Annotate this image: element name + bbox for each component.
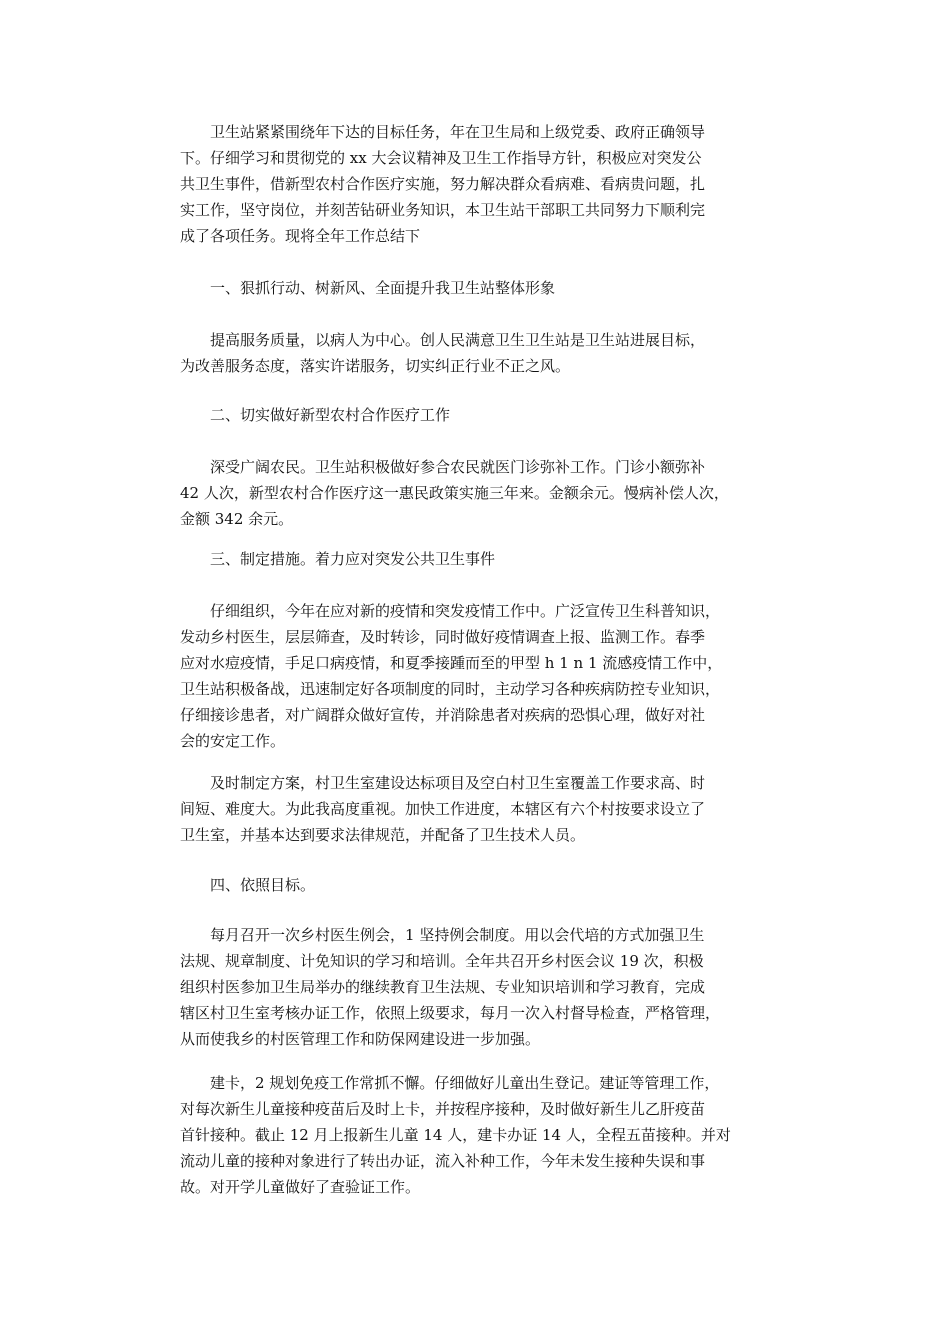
text-line: 组织村医参加卫生局举办的继续教育卫生法规、专业知识培训和学习教育，完成 bbox=[180, 978, 706, 996]
heading-text: 三、制定措施。着力应对突发公共卫生事件 bbox=[210, 550, 496, 568]
paragraph-immunization bbox=[180, 1070, 780, 1200]
paragraph-clinic-construction bbox=[180, 770, 780, 848]
paragraph-epidemic bbox=[180, 598, 780, 754]
text-line: 发动乡村医生，层层筛查，及时转诊，同时做好疫情调查上报、监测工作。春季 bbox=[180, 628, 706, 646]
text-line: 下。仔细学习和贯彻党的 xx 大会议精神及卫生工作指导方针，积极应对突发公 bbox=[180, 149, 702, 167]
paragraph-service bbox=[180, 327, 780, 379]
text-line: 卫生站积极备战，迅速制定好各项制度的同时，主动学习各种疾病防控专业知识， bbox=[180, 680, 721, 698]
text-line: 间短、难度大。为此我高度重视。加快工作进度，本辖区有六个村按要求设立了 bbox=[180, 800, 706, 818]
text-line: 仔细组织，今年在应对新的疫情和突发疫情工作中。广泛宣传卫生科普知识， bbox=[210, 602, 721, 620]
text-line: 辖区村卫生室考核办证工作，依照上级要求，每月一次入村督导检查，严格管理， bbox=[180, 1004, 721, 1022]
text-line: 卫生室，并基本达到要求法律规范，并配备了卫生技术人员。 bbox=[180, 826, 586, 844]
text-line: 每月召开一次乡村医生例会，1 坚持例会制度。用以会代培的方式加强卫生 bbox=[210, 926, 705, 944]
paragraph-intro bbox=[180, 119, 780, 249]
text-line: 提高服务质量，以病人为中心。创人民满意卫生卫生站是卫生站进展目标， bbox=[210, 331, 706, 349]
text-line: 42 人次，新型农村合作医疗这一惠民政策实施三年来。金额余元。慢病补偿人次， bbox=[180, 484, 729, 502]
text-line: 共卫生事件，借新型农村合作医疗实施，努力解决群众看病难、看病贵问题，扎 bbox=[180, 175, 706, 193]
text-line: 实工作，坚守岗位，并刻苦钻研业务知识，本卫生站干部职工共同努力下顺利完 bbox=[180, 201, 706, 219]
text-line: 为改善服务态度，落实许诺服务，切实纠正行业不正之风。 bbox=[180, 357, 571, 375]
text-line: 从而使我乡的村医管理工作和防保网建设进一步加强。 bbox=[180, 1030, 541, 1048]
text-line: 流动儿童的接种对象进行了转出办证，流入补种工作，今年未发生接种失误和事 bbox=[180, 1152, 706, 1170]
heading-text: 二、切实做好新型农村合作医疗工作 bbox=[210, 406, 451, 424]
text-line: 及时制定方案，村卫生室建设达标项目及空白村卫生室覆盖工作要求高、时 bbox=[210, 774, 706, 792]
text-line: 法规、规章制度、计免知识的学习和培训。全年共召开乡村医会议 19 次，积极 bbox=[180, 952, 704, 970]
text-line: 深受广阔农民。卫生站积极做好参合农民就医门诊弥补工作。门诊小额弥补 bbox=[210, 458, 706, 476]
text-line: 卫生站紧紧围绕年下达的目标任务，年在卫生局和上级党委、政府正确领导 bbox=[210, 123, 706, 141]
text-line: 首针接种。截止 12 月上报新生儿童 14 人，建卡办证 14 人，全程五苗接种。并对 bbox=[180, 1126, 731, 1144]
text-line: 成了各项任务。现将全年工作总结下 bbox=[180, 227, 421, 245]
paragraph-cooperative-medical bbox=[180, 454, 780, 532]
section-heading-4 bbox=[180, 872, 780, 898]
text-line: 应对水痘疫情，手足口病疫情，和夏季接踵而至的甲型 h 1 n 1 流感疫情工作中， bbox=[180, 654, 723, 672]
text-line: 对每次新生儿童接种疫苗后及时上卡，并按程序接种，及时做好新生儿乙肝疫苗 bbox=[180, 1100, 706, 1118]
section-heading-3 bbox=[180, 546, 780, 572]
text-line: 会的安定工作。 bbox=[180, 732, 286, 750]
heading-text: 一、狠抓行动、树新风、全面提升我卫生站整体形象 bbox=[210, 279, 556, 297]
text-line: 建卡，2 规划免疫工作常抓不懈。仔细做好儿童出生登记。建证等管理工作， bbox=[210, 1074, 720, 1092]
text-line: 故。对开学儿童做好了查验证工作。 bbox=[180, 1178, 421, 1196]
text-line: 金额 342 余元。 bbox=[180, 510, 294, 528]
paragraph-village-doctors bbox=[180, 922, 780, 1052]
heading-text: 四、依照目标。 bbox=[210, 876, 316, 894]
text-line: 仔细接诊患者，对广阔群众做好宣传，并消除患者对疾病的恐惧心理，做好对社 bbox=[180, 706, 706, 724]
section-heading-1 bbox=[180, 275, 780, 301]
section-heading-2 bbox=[180, 402, 780, 428]
